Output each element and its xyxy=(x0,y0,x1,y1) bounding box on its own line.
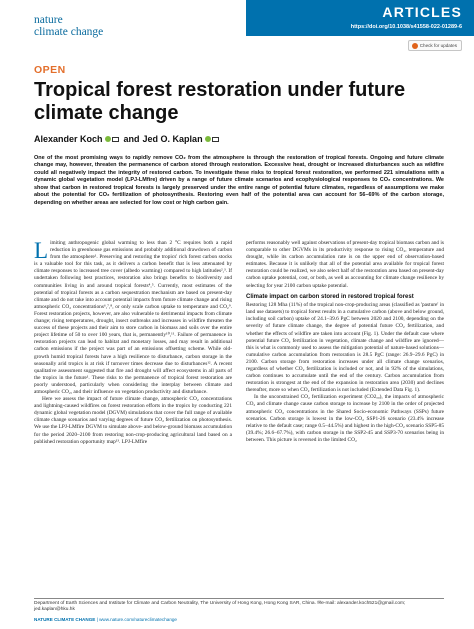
email-icon[interactable] xyxy=(112,137,119,142)
drop-cap: L xyxy=(34,238,49,263)
update-icon xyxy=(412,43,418,49)
affiliation-footnote: Department of Earth Sciences and Institute for Climate and Carbon Neutrality, The University of Hong Kong, Hong Kong SAR, China. ✉e-mail: alexander.koch521@gmail.com; jed.kaplan@hku.hk xyxy=(34,601,406,613)
abstract: One of the most promising ways to rapidly remove CO₂ from the atmosphere is through the restoration of tropical forests. Ongoing and future climate change may, however, threaten the permanence of carbon stored through restoration. Excessive heat, drought or increased disturbances such as wildfire could all negatively impact the integrity of restored carbon. To investigate these risks to tropical forest restoration, we performed 221 simulations with a dynamic global vegetation model (LPJ-LMfire) driven by a range of future climate scenarios and ecophysiological responses to CO₂ concentrations. We show that carbon in restored tropical forests is largely preserved under the entire range of potential future climates, regardless of assumptions we make about the potential for CO₂ fertilization of photosynthesis. Restoring even half of the potential area can account for 56–69% of the carbon storage, depending on whether areas are selected for low cost or high carbon gain. xyxy=(34,155,444,206)
body-paragraph: Here we assess the impact of future climate change, atmospheric CO₂ concentrations and lightning-caused wildfires on forest restoration efforts in the tropics by conducting 221 dynamic global vegetation model (DGVM) simulations that cover the full range of available climate change scenarios and varying degrees of future CO₂ fertilization on photosynthesis. We use the LPJ-LMfire DGVM to simulate above- and below-ground biomass accumulation for the period 2020–2100 from restoring non-crop-producing agricultural land based on a published restoration opportunity map¹³. LPJ-LMfire xyxy=(34,396,232,445)
article-type-label: ARTICLES xyxy=(382,4,462,20)
section-heading: Climate impact on carbon stored in restored tropical forest xyxy=(246,293,414,300)
footer-url[interactable]: www.nature.com/natureclimatechange xyxy=(99,617,177,622)
footer-journal-name: NATURE CLIMATE CHANGE xyxy=(34,617,96,622)
footer-separator: | xyxy=(96,617,100,622)
author-name[interactable]: Jed O. Kaplan xyxy=(142,134,203,144)
author-list xyxy=(34,134,221,144)
open-access-label: OPEN xyxy=(34,64,66,76)
body-paragraph: Restoring 128 Mha (11%) of the tropical non-crop-producing areas (classified as 'pasture' in land use datasets) to tropical forest results in a cumulative carbon (above and below ground, including soil carbon) uptake of 24.1–39.6 PgC between 2020 and 2100, depending on the severity of future climate change, the degree of potential future CO₂ fertilization, and whether the effects of wildfire are taken into account (Fig. 1). Under the default case where potential future CO₂ fertilization in vegetation, climate change and wildfire are ignored—this is what is commonly used to assess the mitigation potential of nature-based solutions—cumulative carbon accumulation from restoration is 28.5 PgC (range: 26.9–29.6 PgC) in 2100. Carbon storage from restoration increases under all climate change scenarios, regardless of whether CO₂ fertilization is included or not, and in 92% of the simulations, carbon continues to accumulate until the end of the century. Carbon accumulation from restoration is strongest at the end of the expansion in restoration area (2030) and declines thereafter, more so when CO₂ fertilization is not included (Extended Data Fig. 1). xyxy=(246,302,444,394)
check-updates-label: Check for updates xyxy=(419,43,457,48)
orcid-icon[interactable] xyxy=(105,136,111,142)
page-header xyxy=(0,0,474,56)
journal-name-line1: nature xyxy=(34,14,63,26)
footnote-divider xyxy=(34,598,444,599)
doi-link[interactable]: https://doi.org/10.1038/s41558-022-01289-6 xyxy=(350,24,462,30)
author-name[interactable]: Alexander Koch xyxy=(34,134,103,144)
body-column-left xyxy=(34,240,232,446)
journal-logo[interactable] xyxy=(34,14,103,38)
orcid-icon[interactable] xyxy=(205,136,211,142)
body-column-right xyxy=(246,240,444,444)
body-paragraph xyxy=(34,240,232,396)
email-icon[interactable] xyxy=(212,137,219,142)
body-paragraph: In the unconstrained CO₂ fertilization experiment (CO2ₐᵤ), the impacts of atmospheric CO₂ and climate change cause carbon storage to increase by 2100 in the order of projected atmospheric CO₂ concentrations in the Shared Socio-economic Pathways (SSPs) future scenarios. Carbon storage is lowest in the low-CO₂ SSP1-26 scenario (23.4% increase relative to the default case; range 0.5–44.5%) and highest in the high-CO₂ scenario SSP5-85 (39.4%; 26.6–67.7%), with carbon storage in the SSP2-45 and SSP3-70 scenarios being in between. This picture is reversed in the limited CO₂ xyxy=(246,394,444,443)
journal-name-line2: climate change xyxy=(34,26,104,38)
body-paragraph: performs reasonably well against observations of present-day tropical biomass carbon and is comparable to other DGVMs in its productivity response to rising CO₂, temperature and drought, while its carbon accumulation rate is on the upper end of observation-based estimates. Because it is unlikely that all of the potential area available for tropical forest restoration could be realized, we also select half of the restoration area based on present-day carbon uptake potential, cost, or both, as well as accounting for climate change resilience by selecting for year 2100 carbon uptake potential. xyxy=(246,240,444,289)
articles-banner xyxy=(246,0,474,36)
author-conjunction: and xyxy=(123,134,140,144)
check-for-updates-button[interactable] xyxy=(408,40,462,51)
article-title: Tropical forest restoration under future climate change xyxy=(34,79,406,124)
body-paragraph-text: imiting anthropogenic global warming to less than 2 °C requires both a rapid reduction in greenhouse gas emissions and probably additional drawdown of carbon from the atmosphere¹. Preserving and restoring the tropics' rich forest carbon stocks is a valuable tool for this task, as it delivers a carbon benefit that is less attenuated by climate responses to increased tree cover (albedo warming) compared to high latitudes²,³. If undertaken following best practices, restoration also brings benefits to biodiversity and communities living in and around tropical forests⁴,⁵. Currently, most estimates of the potential of tropical forests as a carbon sequestration mechanism are based on present-day climate and do not take into account potential impacts from future climate change and rising atmospheric CO₂ concentrations⁶,⁷,⁸, or only scale carbon uptake to temperature and CO₂⁹. Forest restoration projects, however, are also vulnerable to detrimental impacts from climate change; rising temperatures, drought, insect outbreaks and increases in wildfire threaten the success of these projects and their aim to store carbon in biomass and soils over the entire project lifetime of 50 to over 100 years, that is, permanently¹⁰,¹¹. Failure of permanence in restoration projects can lead to habitat and monetary losses, and may result in additional carbon emissions if the project was part of an emissions offsetting scheme. While old-growth humid tropical forests have a high resilience to disturbance, carbon storage in the seasonally arid tropics is at risk if turnover times decrease due to disturbances¹². A recent qualitative assessment suggested that fire and drought will affect ecosystems in all parts of the tropics in the future¹. These risks to the permanence of tropical forest restoration are poorly understood, particularly when considering the interplay between climate and atmospheric CO₂, and their influence on vegetation productivity and disturbance. xyxy=(34,240,232,395)
page-footer xyxy=(34,617,177,622)
